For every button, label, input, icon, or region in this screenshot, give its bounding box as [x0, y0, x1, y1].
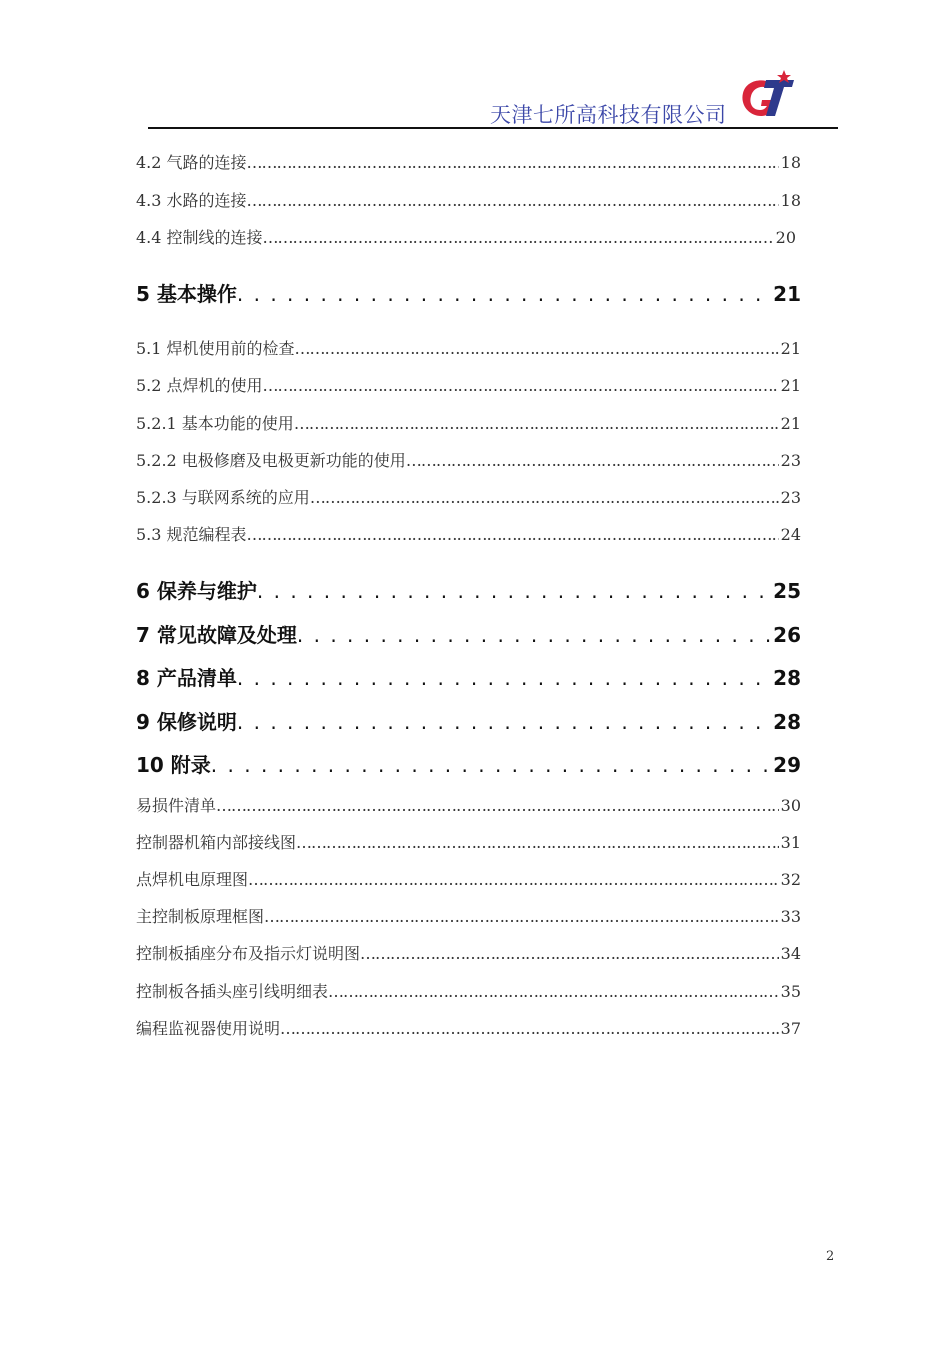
- toc-entry-5-2-1[interactable]: [136, 411, 801, 434]
- toc-entry-4-3[interactable]: [136, 188, 801, 211]
- toc-entry-5-2[interactable]: [136, 373, 801, 396]
- toc-entry-label: 5.2.2 电极修磨及电极更新功能的使用: [136, 451, 406, 470]
- toc-leader-dots: [295, 339, 779, 358]
- toc-entry-label: 控制板各插头座引线明细表: [136, 982, 329, 1001]
- page-number: 2: [826, 1249, 835, 1264]
- toc-entry-page: 30: [780, 796, 801, 815]
- toc-appendix-schematic[interactable]: [136, 867, 801, 890]
- toc-chapter-5[interactable]: [136, 278, 801, 307]
- toc-leader-dots: [247, 525, 779, 544]
- toc-leader-dots: [406, 451, 779, 470]
- toc-chapter-6[interactable]: [136, 575, 801, 604]
- toc-chapter-page: 25: [773, 579, 801, 603]
- toc-chapter-label: 6 保养与维护: [136, 579, 257, 603]
- toc-entry-label: 4.4 控制线的连接: [136, 228, 263, 247]
- toc-appendix-wiring[interactable]: [136, 830, 801, 853]
- header-rule: [148, 127, 838, 129]
- toc-leader-dots: [237, 282, 771, 306]
- toc-entry-page: 37: [780, 1019, 801, 1038]
- toc-entry-page: 34: [780, 944, 801, 963]
- toc-entry-label: 4.2 气路的连接: [136, 153, 247, 172]
- toc-leader-dots: [328, 982, 779, 1001]
- toc-entry-4-2[interactable]: [136, 150, 801, 173]
- toc-leader-dots: [280, 1019, 779, 1038]
- company-name: 天津七所高科技有限公司: [490, 103, 727, 127]
- toc-entry-page: 33: [780, 907, 801, 926]
- toc-entry-page: 18: [780, 153, 801, 172]
- toc-entry-5-2-3[interactable]: [136, 485, 801, 508]
- toc-leader-dots: [297, 623, 771, 647]
- toc-entry-label: 5.2.3 与联网系统的应用: [136, 488, 310, 507]
- toc-entry-page: 31: [780, 833, 801, 852]
- toc-entry-page: 21: [780, 376, 801, 395]
- toc-entry-page: 21: [780, 339, 801, 358]
- toc-leader-dots: [211, 753, 771, 777]
- toc-appendix-pin-table[interactable]: [136, 979, 801, 1002]
- toc-chapter-page: 26: [773, 623, 801, 647]
- toc-leader-dots: [247, 153, 779, 172]
- toc-leader-dots: [248, 870, 779, 889]
- toc-leader-dots: [294, 414, 779, 433]
- toc-entry-label: 控制器机箱内部接线图: [136, 833, 297, 852]
- toc-entry-label: 易损件清单: [136, 796, 217, 815]
- toc-leader-dots: [263, 376, 779, 395]
- toc-entry-label: 5.3 规范编程表: [136, 525, 247, 544]
- toc-entry-5-1[interactable]: [136, 336, 801, 359]
- toc-chapter-label: 7 常见故障及处理: [136, 623, 297, 647]
- toc-entry-label: 5.1 焊机使用前的检查: [136, 339, 295, 358]
- toc-leader-dots: [237, 710, 771, 734]
- toc-appendix-spare-parts[interactable]: [136, 793, 801, 816]
- toc-leader-dots: [247, 191, 779, 210]
- toc-leader-dots: [257, 579, 771, 603]
- toc-chapter-8[interactable]: [136, 662, 801, 691]
- toc-entry-page: 18: [780, 191, 801, 210]
- toc-leader-dots: [263, 228, 774, 247]
- toc-entry-label: 5.2 点焊机的使用: [136, 376, 263, 395]
- toc-chapter-label: 10 附录: [136, 753, 211, 777]
- toc-chapter-10[interactable]: [136, 749, 801, 778]
- toc-chapter-label: 8 产品清单: [136, 666, 237, 690]
- toc-entry-page: 24: [780, 525, 801, 544]
- toc-entry-page: 32: [780, 870, 801, 889]
- toc-appendix-block-diagram[interactable]: [136, 904, 801, 927]
- toc-entry-label: 4.3 水路的连接: [136, 191, 247, 210]
- g7-logo-icon: [736, 68, 798, 124]
- toc-chapter-page: 29: [773, 753, 801, 777]
- toc-leader-dots: [264, 907, 779, 926]
- toc-leader-dots: [360, 944, 779, 963]
- toc-chapter-9[interactable]: [136, 706, 801, 735]
- toc-entry-4-4[interactable]: [136, 225, 796, 248]
- toc-entry-page: 20: [775, 228, 796, 247]
- toc-leader-dots: [216, 796, 779, 815]
- toc-entry-page: 23: [780, 488, 801, 507]
- toc-leader-dots: [237, 666, 771, 690]
- toc-appendix-monitor-guide[interactable]: [136, 1016, 801, 1039]
- toc-chapter-page: 28: [773, 710, 801, 734]
- toc-appendix-socket-layout[interactable]: [136, 941, 801, 964]
- toc-chapter-page: 21: [773, 282, 801, 306]
- toc-entry-label: 点焊机电原理图: [136, 870, 249, 889]
- toc-entry-page: 21: [780, 414, 801, 433]
- toc-entry-label: 主控制板原理框图: [136, 907, 265, 926]
- toc-entry-page: 23: [780, 451, 801, 470]
- toc-entry-5-3[interactable]: [136, 522, 801, 545]
- toc-chapter-7[interactable]: [136, 619, 801, 648]
- toc-chapter-label: 9 保修说明: [136, 710, 237, 734]
- toc-entry-label: 编程监视器使用说明: [136, 1019, 281, 1038]
- toc-chapter-page: 28: [773, 666, 801, 690]
- toc-entry-label: 控制板插座分布及指示灯说明图: [136, 944, 361, 963]
- toc-chapter-label: 5 基本操作: [136, 282, 237, 306]
- toc-entry-label: 5.2.1 基本功能的使用: [136, 414, 294, 433]
- toc-leader-dots: [296, 833, 779, 852]
- toc-entry-5-2-2[interactable]: [136, 448, 801, 471]
- toc-leader-dots: [310, 488, 779, 507]
- toc-entry-page: 35: [780, 982, 801, 1001]
